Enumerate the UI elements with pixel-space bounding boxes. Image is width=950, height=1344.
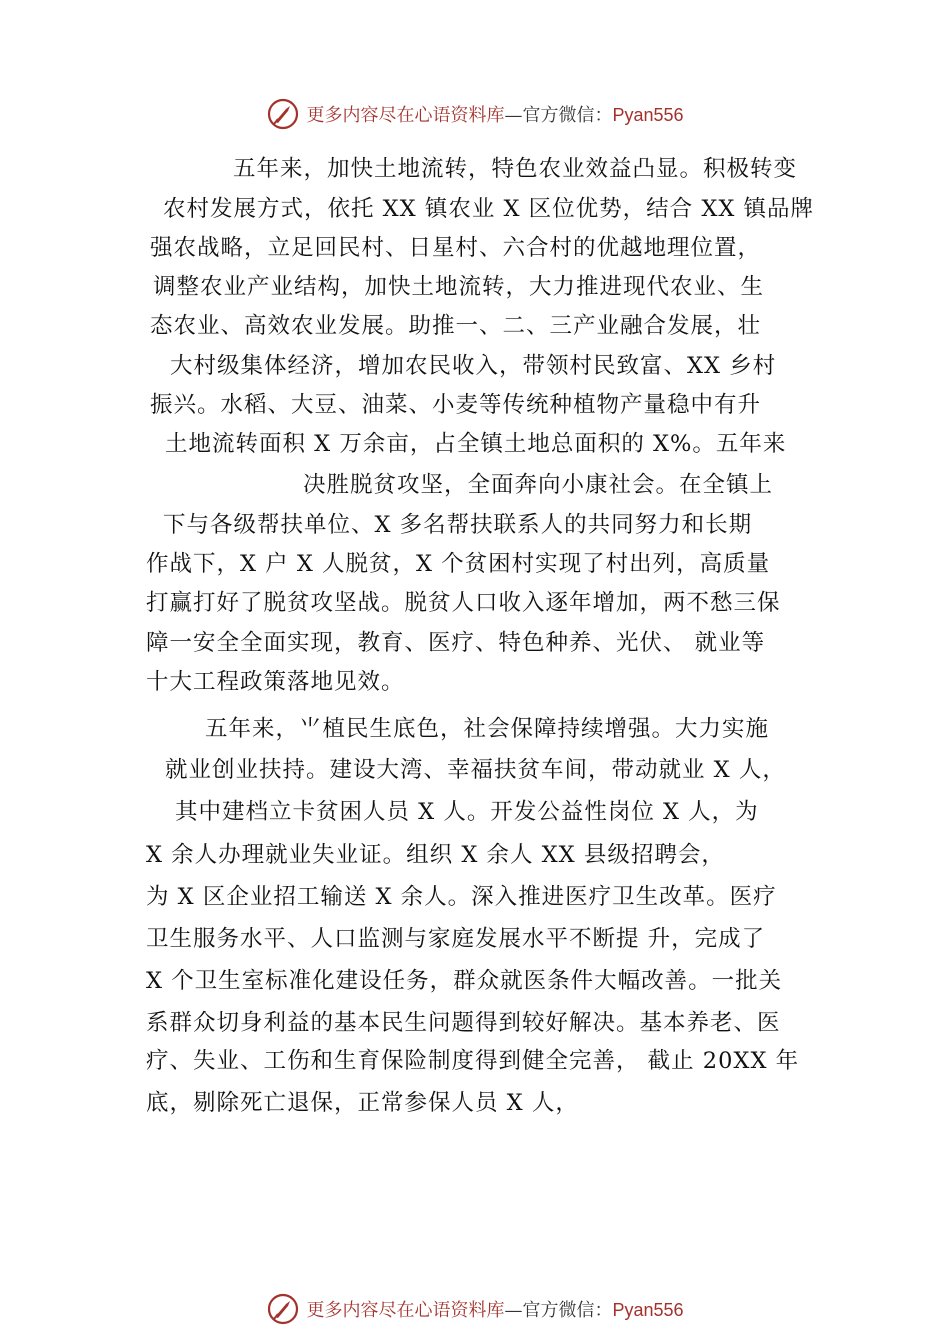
banner-sub-text: 官方微信： [522,105,613,126]
header-banner [0,92,950,136]
body-line: 大村级集体经济，增加农民收入，带领村民致富、XX 乡村 [170,353,777,379]
body-line: 底，剔除死亡退保，正常参保人员 X 人， [146,1090,579,1116]
banner-main-text: 更多内容尽在心语资料库 [306,105,505,126]
body-line: 下与各级帮扶单位、X 多名帮扶联系人的共同努力和长期 [163,512,753,538]
body-line: X 个卫生室标准化建设任务，群众就医条件大幅改善。一批关 [146,968,783,994]
banner-main-text: 更多内容尽在心语资料库 [306,1300,505,1321]
body-line: 态农业、高效农业发展。助推一、二、三产业融合发展，壮 [150,313,762,339]
body-line: 疗、失业、工伤和生育保险制度得到健全完善， 截止 20XX 年 [146,1048,800,1074]
body-line: 其中建档立卡贫困人员 X 人。开发公益性岗位 X 人，为 [175,799,759,825]
banner-dash: — [504,1300,523,1321]
banner-dash: — [504,105,523,126]
banner-sub-text: 官方微信： [522,1300,613,1321]
body-line: 土地流转面积 X 万余亩，占全镇土地总面积的 X%。五年来 [165,431,787,457]
body-line: 农村发展方式，依托 XX 镇农业 X 区位优势，结合 XX 镇品牌 [163,196,815,222]
body-line: 五年来，⺌植民生底色，社会保障持续增强。大力实施 [205,716,770,742]
body-line: 五年来，加快土地流转，特色农业效益凸显。积极转变 [233,156,798,182]
banner-text [306,1296,683,1322]
body-line: X 余人办理就业失业证。组织 X 余人 XX 县级招聘会， [146,842,725,868]
banner-wechat-id: Pyan556 [612,1300,684,1320]
body-line: 强农战略，立足回民村、日星村、六合村的优越地理位置， [150,235,762,261]
footer-banner [0,1287,950,1331]
banner-wechat-id: Pyan556 [612,105,684,125]
pen-nib-logo-icon [266,97,300,131]
banner-text [306,101,683,127]
body-line: 决胜脱贫攻坚，全面奔向小康社会。在全镇上 [303,472,774,498]
body-line: 打赢打好了脱贫攻坚战。脱贫人口收入逐年增加，两不愁三保 [146,590,781,616]
body-line: 就业创业扶持。建设大湾、幸福扶贫车间，带动就业 X 人， [165,757,786,783]
body-line: 系群众切身利益的基本民生问题得到较好解决。基本养老、医 [146,1010,781,1036]
body-line: 为 X 区企业招工输送 X 余人。深入推进医疗卫生改革。医疗 [146,884,777,910]
body-line: 十大工程政策落地见效。 [146,669,405,695]
body-line: 振兴。水稻、大豆、油菜、小麦等传统种植物产量稳中有升 [150,392,762,418]
body-line: 调整农业产业结构，加快土地流转，大力推进现代农业、生 [153,274,765,300]
body-line: 障一安全全面实现，教育、医疗、特色种养、光伏、 就业等 [146,630,766,656]
body-line: 作战下，X 户 X 人脱贫，X 个贫困村实现了村出列，高质量 [146,551,771,577]
pen-nib-logo-icon [266,1292,300,1326]
body-line: 卫生服务水平、人口监测与家庭发展水平不断提 升，完成了 [146,926,766,952]
